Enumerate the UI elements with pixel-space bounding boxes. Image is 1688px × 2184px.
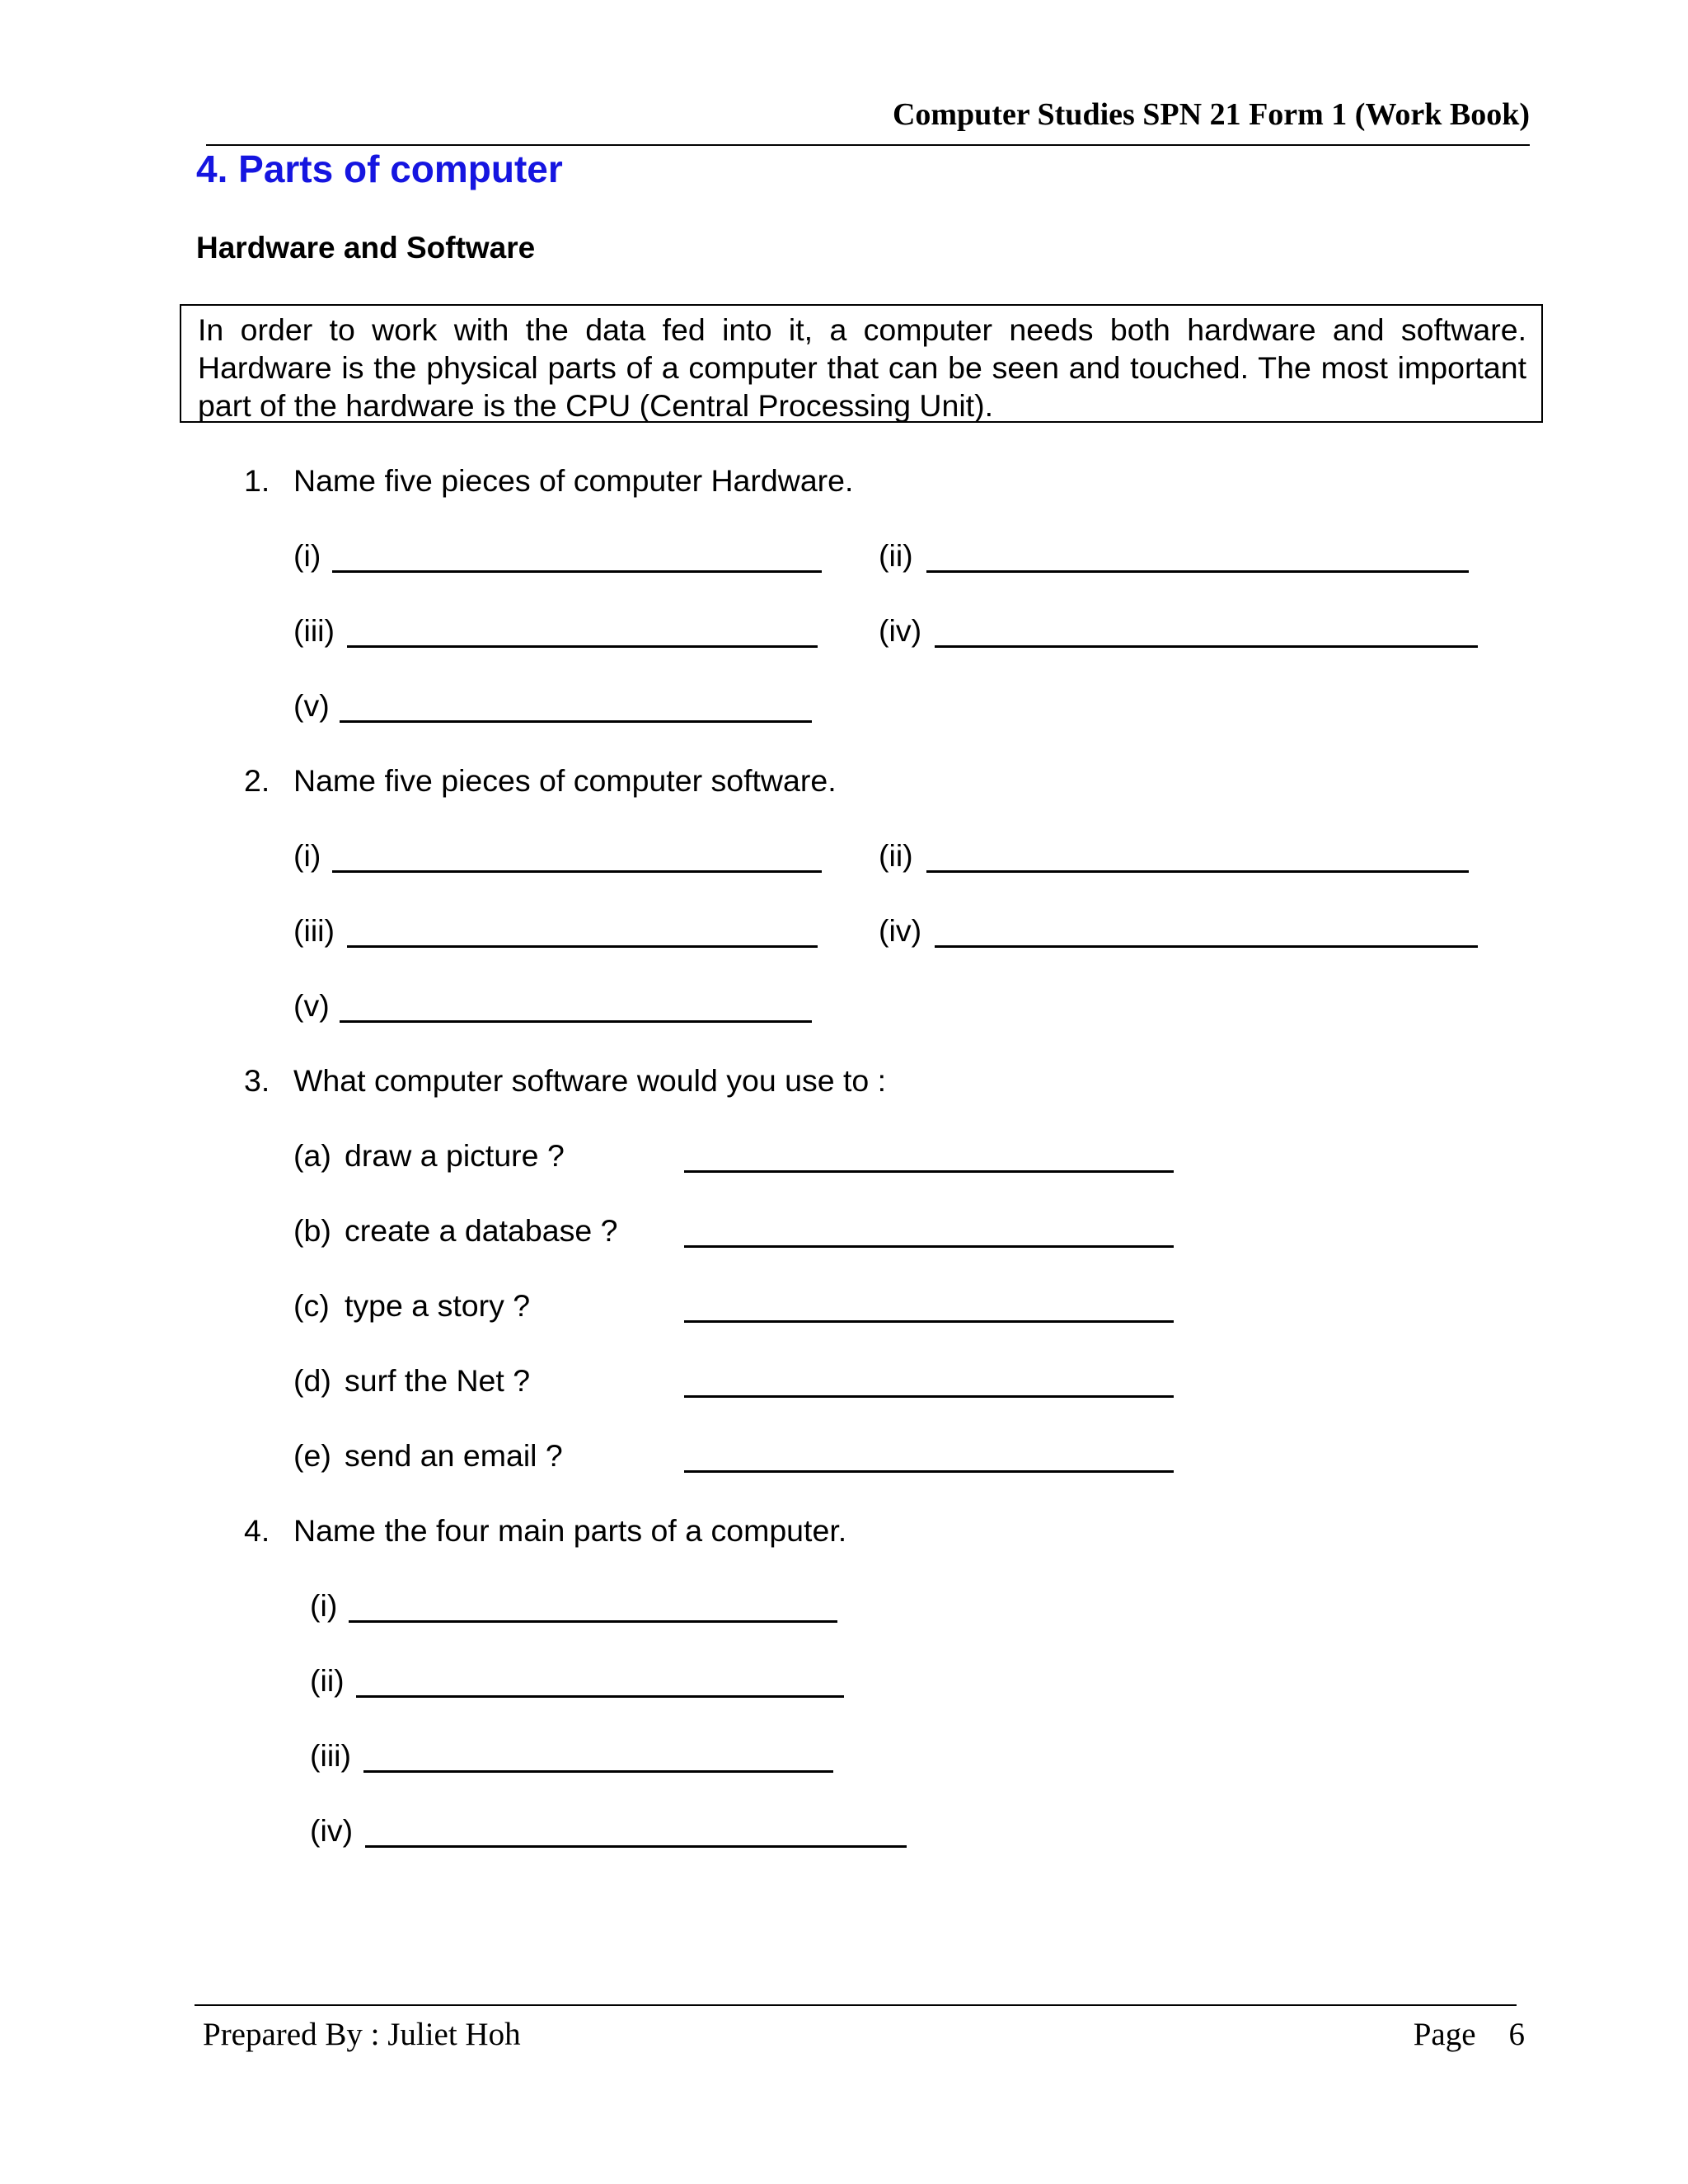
- answer-blank[interactable]: [684, 1470, 1174, 1473]
- question-text: Name five pieces of computer software.: [293, 763, 837, 798]
- answer-blank[interactable]: [684, 1170, 1174, 1173]
- answer-label: (v): [293, 688, 330, 723]
- answer-label: (iv): [879, 913, 922, 948]
- sub-question-letter: (d): [293, 1363, 331, 1398]
- answer-label: (i): [293, 838, 321, 873]
- answer-blank[interactable]: [347, 945, 818, 948]
- answer-blank[interactable]: [684, 1245, 1174, 1248]
- page-indicator: [1414, 2016, 1525, 2053]
- question-number: 3.: [244, 1063, 270, 1098]
- answer-blank[interactable]: [935, 945, 1478, 948]
- answer-label: (iv): [310, 1813, 354, 1848]
- sub-question-letter: (a): [293, 1138, 331, 1173]
- header-divider: [206, 144, 1530, 146]
- answer-blank[interactable]: [356, 1695, 844, 1698]
- intro-text-box: [180, 304, 1543, 423]
- answer-label: (ii): [310, 1663, 345, 1698]
- sub-question-letter: (b): [293, 1213, 331, 1248]
- sub-question-text: send an email ?: [345, 1438, 563, 1473]
- workbook-header-title: Computer Studies SPN 21 Form 1 (Work Book): [892, 97, 1530, 132]
- answer-blank[interactable]: [332, 570, 822, 573]
- sub-question-text: surf the Net ?: [345, 1363, 531, 1398]
- page-number: 6: [1508, 2017, 1525, 2052]
- question-number: 4.: [244, 1513, 270, 1548]
- question-text: Name five pieces of computer Hardware.: [293, 463, 854, 498]
- answer-blank[interactable]: [347, 645, 818, 648]
- chapter-title: 4. Parts of computer: [196, 148, 563, 190]
- sub-question-letter: (c): [293, 1288, 330, 1323]
- answer-blank[interactable]: [363, 1770, 833, 1773]
- sub-question-letter: (e): [293, 1438, 331, 1473]
- answer-label: (iii): [293, 913, 335, 948]
- answer-label: (i): [293, 538, 321, 573]
- answer-blank[interactable]: [926, 570, 1469, 573]
- page-label: Page: [1413, 2017, 1476, 2052]
- answer-blank[interactable]: [935, 645, 1478, 648]
- section-title: Hardware and Software: [196, 231, 536, 265]
- answer-blank[interactable]: [684, 1395, 1174, 1398]
- answer-blank[interactable]: [684, 1320, 1174, 1323]
- answer-blank[interactable]: [365, 1845, 907, 1848]
- answer-blank[interactable]: [340, 1020, 812, 1023]
- footer-divider: [195, 2004, 1517, 2006]
- answer-label: (v): [293, 988, 330, 1023]
- question-number: 2.: [244, 763, 270, 798]
- sub-question-text: create a database ?: [345, 1213, 618, 1248]
- answer-blank[interactable]: [926, 870, 1469, 873]
- answer-label: (ii): [879, 838, 913, 873]
- question-number: 1.: [244, 463, 270, 498]
- answer-label: (iv): [879, 613, 922, 648]
- answer-blank[interactable]: [340, 720, 812, 723]
- answer-label: (ii): [879, 538, 913, 573]
- question-text: What computer software would you use to :: [293, 1063, 887, 1098]
- sub-question-text: draw a picture ?: [345, 1138, 565, 1173]
- question-text: Name the four main parts of a computer.: [293, 1513, 847, 1548]
- sub-question-text: type a story ?: [345, 1288, 531, 1323]
- answer-label: (iii): [293, 613, 335, 648]
- intro-text: In order to work with the data fed into it, a computer needs both hardware and software. Hardware is the physical parts of a computer that can be seen and touched. The most important part of the hardware is the CPU (Central Processing Unit).: [198, 312, 1526, 423]
- answer-blank[interactable]: [349, 1620, 837, 1623]
- answer-label: (i): [310, 1588, 338, 1623]
- prepared-by: Prepared By : Juliet Hoh: [203, 2017, 521, 2052]
- answer-label: (iii): [310, 1738, 351, 1773]
- answer-blank[interactable]: [332, 870, 822, 873]
